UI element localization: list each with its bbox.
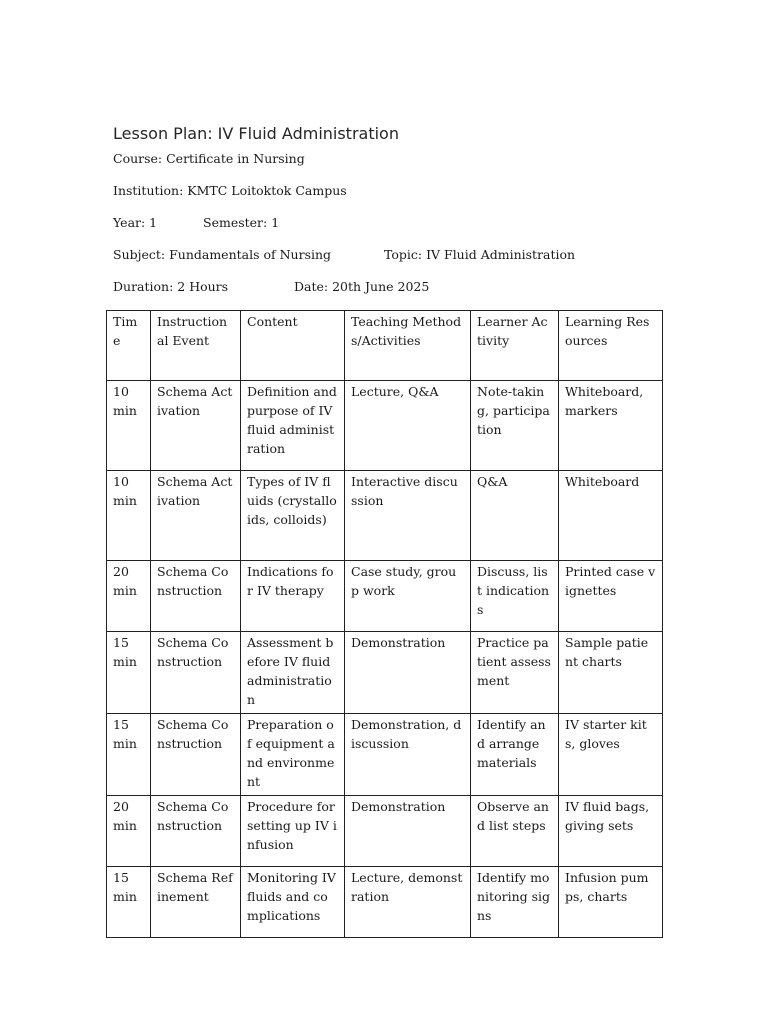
cell-time: 10 min — [107, 381, 151, 471]
header-learner-activity: Learner Activity — [471, 311, 559, 381]
cell-time: 10 min — [107, 471, 151, 561]
header-time: Time — [107, 311, 151, 381]
cell-teaching-methods: Lecture, Q&A — [345, 381, 471, 471]
date-text: Date: 20th June 2025 — [294, 279, 430, 294]
cell-teaching-methods: Case study, group work — [345, 561, 471, 632]
cell-learner-activity: Identify monitoring signs — [471, 867, 559, 938]
header-instructional-event: Instructional Event — [151, 311, 241, 381]
cell-learner-activity: Identify and arrange materials — [471, 714, 559, 796]
cell-instructional-event: Schema Activation — [151, 471, 241, 561]
cell-learner-activity: Discuss, list indications — [471, 561, 559, 632]
cell-teaching-methods: Lecture, demonstration — [345, 867, 471, 938]
cell-teaching-methods: Demonstration, discussion — [345, 714, 471, 796]
document-title: Lesson Plan: IV Fluid Administration — [113, 124, 399, 143]
header-teaching-methods: Teaching Methods/Activities — [345, 311, 471, 381]
cell-teaching-methods: Interactive discussion — [345, 471, 471, 561]
table-row — [107, 381, 663, 471]
cell-content: Indications for IV therapy — [241, 561, 345, 632]
cell-learning-resources: Whiteboard, markers — [559, 381, 663, 471]
year-text: Year: 1 — [113, 215, 158, 230]
header-content: Content — [241, 311, 345, 381]
cell-content: Definition and purpose of IV fluid administration — [241, 381, 345, 471]
table-row — [107, 632, 663, 714]
cell-learning-resources: Infusion pumps, charts — [559, 867, 663, 938]
cell-time: 20 min — [107, 561, 151, 632]
cell-learning-resources: Printed case vignettes — [559, 561, 663, 632]
cell-content: Preparation of equipment and environment — [241, 714, 345, 796]
cell-teaching-methods: Demonstration — [345, 796, 471, 867]
institution-line: Institution: KMTC Loitoktok Campus — [113, 183, 347, 198]
cell-teaching-methods: Demonstration — [345, 632, 471, 714]
table-row — [107, 471, 663, 561]
year-semester-line — [113, 215, 280, 230]
cell-time: 15 min — [107, 867, 151, 938]
cell-learner-activity: Observe and list steps — [471, 796, 559, 867]
cell-time: 15 min — [107, 632, 151, 714]
cell-instructional-event: Schema Construction — [151, 632, 241, 714]
cell-learner-activity: Practice patient assessment — [471, 632, 559, 714]
duration-date-line — [113, 279, 430, 294]
cell-content: Monitoring IV fluids and complications — [241, 867, 345, 938]
cell-content: Types of IV fluids (crystalloids, colloids) — [241, 471, 345, 561]
header-learning-resources: Learning Resources — [559, 311, 663, 381]
table-row — [107, 796, 663, 867]
subject-text: Subject: Fundamentals of Nursing — [113, 247, 332, 262]
cell-learner-activity: Q&A — [471, 471, 559, 561]
table-row — [107, 561, 663, 632]
table-header-row — [107, 311, 663, 381]
cell-instructional-event: Schema Refinement — [151, 867, 241, 938]
topic-text: Topic: IV Fluid Administration — [384, 247, 576, 262]
cell-learner-activity: Note-taking, participation — [471, 381, 559, 471]
cell-time: 15 min — [107, 714, 151, 796]
cell-learning-resources: IV fluid bags, giving sets — [559, 796, 663, 867]
cell-instructional-event: Schema Construction — [151, 561, 241, 632]
cell-time: 20 min — [107, 796, 151, 867]
cell-content: Procedure for setting up IV infusion — [241, 796, 345, 867]
cell-instructional-event: Schema Activation — [151, 381, 241, 471]
lesson-plan-table — [106, 310, 663, 938]
cell-instructional-event: Schema Construction — [151, 714, 241, 796]
cell-learning-resources: Whiteboard — [559, 471, 663, 561]
cell-instructional-event: Schema Construction — [151, 796, 241, 867]
duration-text: Duration: 2 Hours — [113, 279, 229, 294]
cell-learning-resources: Sample patient charts — [559, 632, 663, 714]
cell-learning-resources: IV starter kits, gloves — [559, 714, 663, 796]
table-row — [107, 867, 663, 938]
table-row — [107, 714, 663, 796]
cell-content: Assessment before IV fluid administration — [241, 632, 345, 714]
semester-text: Semester: 1 — [203, 215, 280, 230]
course-line: Course: Certificate in Nursing — [113, 151, 305, 166]
subject-topic-line — [113, 247, 576, 262]
